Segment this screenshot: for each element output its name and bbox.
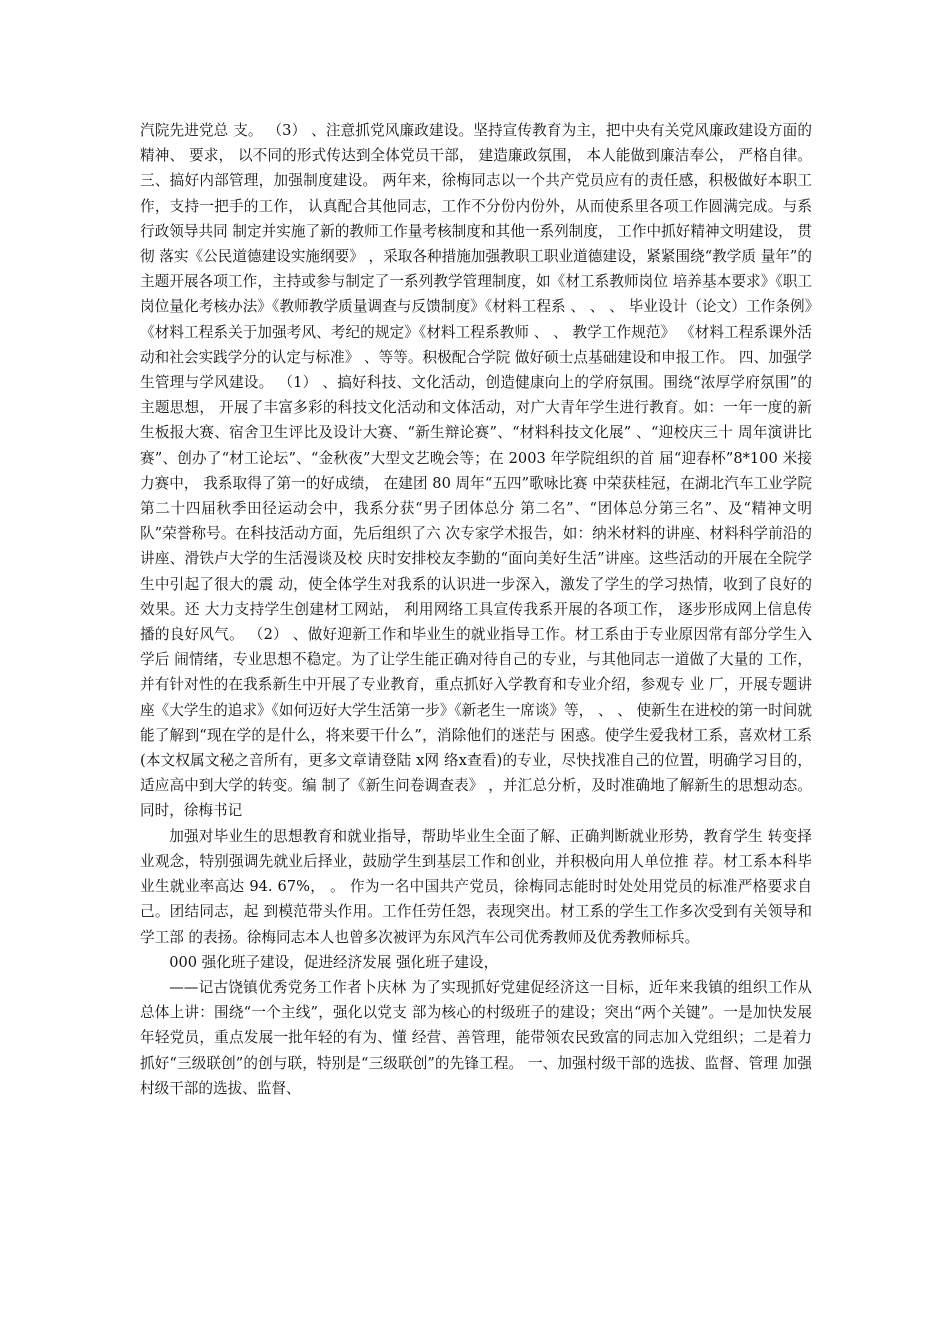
paragraph-3-heading: 000 强化班子建设，促进经济发展 强化班子建设， <box>169 953 499 971</box>
document-page <box>140 118 812 1101</box>
paragraph-1: 汽院先进党总 支。 （3） 、注意抓党风廉政建设。坚持宣传教育为主，把中央有关党风廉政建设方面的精神、 要求， 以不同的形式传达到全体党员干部， 建造廉政氛围， 本人能做到廉洁奉公， 严格自律。 三、搞好内部管理，加强制度建设。 两年来，徐梅同志以一个共产党员应有的责任感，积极做好本职工作，支持一把手的工作， 认真配合其他同志，工作不分份内份外，从而使系里各项工作圆满完成。与系行政领导共同 制定并实施了新的教师工作量考核制度和其他一系列制度， 工作中抓好精神文明建设， 贯彻 落实《公民道德建设实施纲要》 ，采取各种措施加强教职工职业道德建设，紧紧围绕“教学质 量年”的主题开展各项工作，主持或参与制定了一系列教学管理制度，如《材工系教师岗位 培养基本要求》《职工岗位量化考核办法》《教师教学质量调查与反馈制度》《材料工程系 、 、 、 毕业设计（论文）工作条例》《材料工程系关于加强考风、考纪的规定》《材料工程系教师 、 、 教学工作规范》 《材料工程系课外活动和社会实践学分的认定与标准》 、等等。积极配合学院 做好硕士点基础建设和申报工作。 四、加强学生管理与学风建设。 （1） 、搞好科技、文化活动，创造健康向上的学府氛围。围绕“浓厚学府氛围”的主题思想， 开展了丰富多彩的科技文化活动和文体活动，对广大青年学生进行教育。如：一年一度的新 生板报大赛、宿舍卫生评比及设计大赛、“新生辩论赛”、“材料科技文化展” 、“迎校庆三十 周年演讲比赛”、创办了“材工论坛”、“金秋夜”大型文艺晚会等；在 2003 年学院组织的首 届“迎春杯”8*100 米接力赛中， 我系取得了第一的好成绩， 在建团 80 周年“五四”歌咏比赛 中荣获桂冠，在湖北汽车工业学院第二十四届秋季田径运动会中，我系分获“男子团体总分 第二名”、“团体总分第三名”、及“精神文明队”荣誉称号。在科技活动方面，先后组织了六 次专家学术报告，如：纳米材料的讲座、材料科学前沿的讲座、滑铁卢大学的生活漫谈及校 庆时安排校友李勤的“面向美好生活”讲座。这些活动的开展在全院学生中引起了很大的震 动，使全体学生对我系的认识进一步深入，激发了学生的学习热情，收到了良好的效果。还 大力支持学生创建材工网站， 利用网络工具宣传我系开展的各项工作， 逐步形成网上信息传 播的良好风气。 （2） 、做好迎新工作和毕业生的就业指导工作。材工系由于专业原因常有部分学生入学后 闹情绪，专业思想不稳定。为了让学生能正确对待自己的专业，与其他同志一道做了大量的 工作，并有针对性的在我系新生中开展了专业教育，重点抓好入学教育和专业介绍，参观专 业 厂，开展专题讲座《大学生的追求》《如何迈好大学生活第一步》《新老生一席谈》等， 、 、 使新生在进校的第一时间就能了解到“现在学的是什么，将来要干什么”，消除他们的迷茫与 困惑。使学生爱我材工系，喜欢材工系(本文权属文秘之音所有，更多文章请登陆 x网 络x查看)的专业，尽快找准自己的位置，明确学习目的，适应高中到大学的转变。编 制了《新生问卷调查表》 ，并汇总分析，及时准确地了解新生的思想动态。同时，徐梅书记 <box>140 122 812 820</box>
paragraph-4: ——记古饶镇优秀党务工作者卜庆林 为了实现抓好党建促经济这一目标，近年来我镇的组织工作从总体上讲：围绕“一个主线”，强化以党支 部为核心的村级班子的建设；突出“两个关键”。一是加快发展年轻党员，重点发展一批年轻的有为、懂 经营、善管理，能带领农民致富的同志加入党组织；二是着力抓好“三级联创”的创与联，特别是“三级联创”的先锋工程。 一、加强村级干部的选拔、监督、管理 加强村级干部的选拔、监督、 <box>140 978 812 1097</box>
paragraph-2: 加强对毕业生的思想教育和就业指导，帮助毕业生全面了解、正确判断就业形势，教育学生 转变择业观念，特别强调先就业后择业，鼓励学生到基层工作和创业，并积极向用人单位推 荐。材工系本科毕业生就业率高达 94. 67%， 。 作为一名中国共产党员，徐梅同志能时时处处用党员的标准严格要求自己。团结同志，起 到模范带头作用。工作任劳任怨，表现突出。材工系的学生工作多次受到有关领导和学工部 的表扬。徐梅同志本人也曾多次被评为东风汽车公司优秀教师及优秀教师标兵。 <box>140 827 812 946</box>
